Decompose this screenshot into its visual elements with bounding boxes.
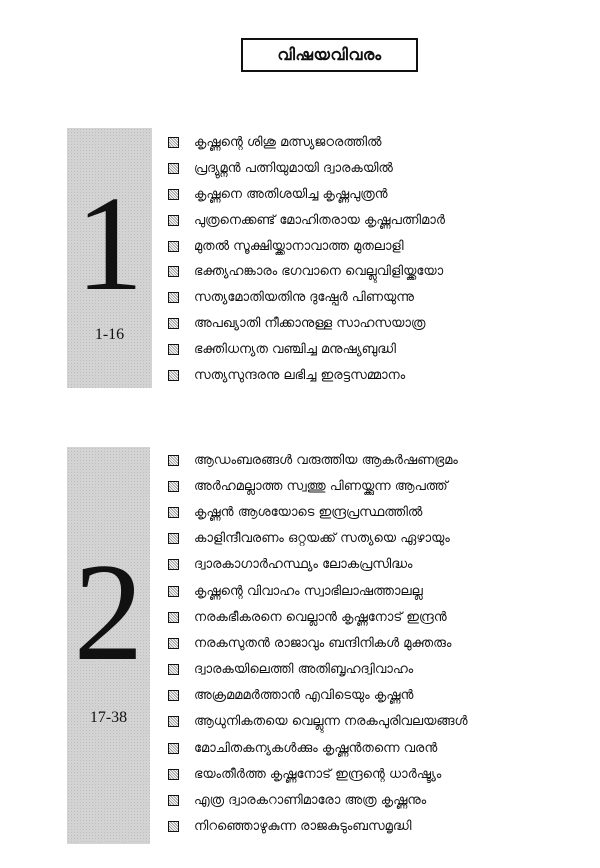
item-text: ഭക്തിധന്യത വഞ്ചിച്ച മനുഷ്യബുദ്ധി — [194, 341, 396, 357]
list-item — [168, 285, 445, 311]
section-range: 17-38 — [89, 709, 128, 726]
checkbox-icon — [168, 664, 179, 675]
list-item — [168, 552, 468, 578]
list-item — [168, 130, 445, 156]
item-text: അപഖ്യാതി നീക്കാനുള്ള സാഹസയാത്ര — [194, 315, 426, 331]
checkbox-icon — [168, 189, 179, 200]
list-item — [168, 311, 445, 337]
section-1-block — [67, 128, 152, 388]
page-title-text: വിഷയവിവരം — [277, 45, 382, 64]
item-text: കൃഷ്ണന്റെ ശിശു മത്സ്യജഠരത്തിൽ — [194, 135, 382, 151]
checkbox-icon — [168, 137, 179, 148]
list-item — [168, 683, 468, 709]
checkbox-icon — [168, 318, 179, 329]
list-item — [168, 761, 468, 787]
section-number: 2 — [73, 535, 144, 690]
item-text: ഭയംതീർത്ത കൃഷ്ണനോട് ഇന്ദ്രന്റെ ധാർഷ്ട്യം — [194, 766, 442, 782]
list-item — [168, 709, 468, 735]
item-text: ആധുനികതയെ വെല്ലുന്ന നരകപുരിവലയങ്ങൾ — [194, 714, 468, 730]
list-item — [168, 735, 468, 761]
section-range: 1-16 — [94, 326, 125, 343]
item-text: കാളിന്ദീവരണം ഒറ്റയക്ക് സത്യയെ ഏഴായും — [194, 531, 450, 547]
list-item — [168, 499, 468, 525]
checkbox-icon — [168, 370, 179, 381]
list-item — [168, 336, 445, 362]
item-text: എത്ര ദ്വാരകറാണിമാരോ അത്ര കൃഷ്ണനും — [194, 793, 427, 809]
item-text: നരകസുതൻ രാജാവും ബന്ദിനികൾ മുക്തരും — [194, 635, 452, 651]
checkbox-icon — [168, 533, 179, 544]
section-number: 1 — [75, 169, 144, 319]
item-text: കൃഷ്ണനെ അതിശയിച്ച കൃഷ്ണപുത്രൻ — [194, 186, 388, 202]
section-1-items — [168, 130, 445, 388]
item-text: ദ്വാരകാഗാർഹസ്ഥ്യം ലോകപ്രസിദ്ധം — [194, 557, 413, 573]
checkbox-icon — [168, 455, 179, 466]
checkbox-icon — [168, 266, 179, 277]
item-text: നിറഞ്ഞൊഴുകുന്ന രാജകുടുംബസമൃദ്ധി — [194, 819, 412, 835]
list-item — [168, 473, 468, 499]
checkbox-icon — [168, 507, 179, 518]
item-text: അക്രമമമർത്താൻ എവിടെയും കൃഷ്ണൻ — [194, 688, 414, 704]
list-item — [168, 207, 445, 233]
checkbox-icon — [168, 292, 179, 303]
item-text: നരകഭീകരനെ വെല്ലാൻ കൃഷ്ണനോട് ഇന്ദ്രൻ — [194, 609, 447, 625]
checkbox-icon — [168, 344, 179, 355]
list-item — [168, 630, 468, 656]
list-item — [168, 787, 468, 813]
checkbox-icon — [168, 559, 179, 570]
item-text: ആഡംബരങ്ങൾ വരുത്തിയ ആകർഷണഭ്രമം — [194, 452, 458, 468]
list-item — [168, 182, 445, 208]
checkbox-icon — [168, 716, 179, 727]
checkbox-icon — [168, 612, 179, 623]
checkbox-icon — [168, 241, 179, 252]
item-text: മോചിതകന്യകൾക്കും കൃഷ്ണൻതന്നെ വരൻ — [194, 740, 438, 756]
checkbox-icon — [168, 743, 179, 754]
item-text: പുത്രനെക്കണ്ട് മോഹിതരായ കൃഷ്ണപത്നിമാർ — [194, 212, 445, 228]
item-text: മുതൽ സൂക്ഷിയ്ക്കാനാവാത്ത മുതലാളി — [194, 238, 404, 254]
list-item — [168, 578, 468, 604]
checkbox-icon — [168, 586, 179, 597]
section-2-items — [168, 447, 468, 840]
page-title — [241, 38, 418, 72]
checkbox-icon — [168, 795, 179, 806]
list-item — [168, 657, 468, 683]
list-item — [168, 259, 445, 285]
checkbox-icon — [168, 638, 179, 649]
item-text: സത്യസുന്ദരനു ലഭിച്ച ഇരട്ടസമ്മാനം — [194, 367, 406, 383]
item-text: കൃഷ്ണൻ ആശയോടെ ഇന്ദ്രപ്രസ്ഥത്തിൽ — [194, 504, 423, 520]
item-text: ഭക്ത്യഹങ്കാരം ഭഗവാനെ വെല്ലുവിളിയ്ക്കയോ — [194, 264, 444, 280]
list-item — [168, 156, 445, 182]
checkbox-icon — [168, 215, 179, 226]
list-item — [168, 447, 468, 473]
list-item — [168, 526, 468, 552]
item-text: ദ്വാരകയിലെത്തി അതിബൃഹദ്വിവാഹം — [194, 662, 414, 678]
checkbox-icon — [168, 821, 179, 832]
checkbox-icon — [168, 163, 179, 174]
item-text: അർഹമല്ലാത്ത സ്വത്തു പിണയ്ക്കുന്ന ആപത്ത് — [194, 478, 448, 494]
checkbox-icon — [168, 690, 179, 701]
list-item — [168, 362, 445, 388]
section-2-block — [67, 447, 150, 844]
item-text: കൃഷ്ണന്റെ വിവാഹം സ്വാഭിലാഷത്താലല്ല — [194, 583, 423, 599]
checkbox-icon — [168, 769, 179, 780]
item-text: സത്യമോതിയതിനു ദുഷ്പേർ പിണയുന്നു — [194, 290, 414, 306]
checkbox-icon — [168, 481, 179, 492]
item-text: പ്രദ്യുമ്നൻ പത്നിയുമായി ദ്വാരകയിൽ — [194, 161, 393, 177]
list-item — [168, 814, 468, 840]
list-item — [168, 233, 445, 259]
list-item — [168, 604, 468, 630]
